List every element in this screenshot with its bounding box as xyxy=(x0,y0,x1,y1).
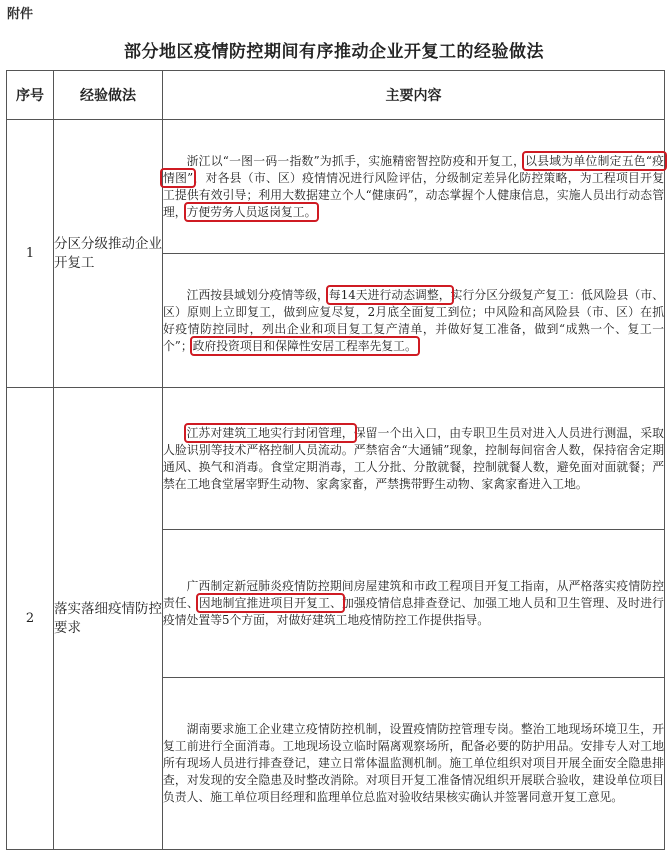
content-cell-jiangxi xyxy=(163,254,665,388)
text-segment: 广西制定新冠肺炎疫情防控期间房屋建筑和市政工程项目开复工指南，从严格落实疫情防控责任、 xyxy=(163,579,664,610)
highlighted-text: 政府投资项目和保障性安居工程率先复工。 xyxy=(192,338,417,353)
experience-table xyxy=(6,70,665,850)
text-segment: 浙江以“一图一码一指数”为抓手，实施精密智控防疫和开复工， xyxy=(186,153,526,168)
highlighted-text: 方便劳务人员返岗复工。 xyxy=(186,204,317,219)
column-header-content: 主要内容 xyxy=(163,71,665,120)
content-text xyxy=(163,425,664,493)
table-header-row xyxy=(7,71,665,120)
highlighted-text: 江苏对建筑工地实行封闭管理， xyxy=(186,425,354,440)
content-text xyxy=(163,721,664,806)
column-header-method: 经验做法 xyxy=(54,71,163,120)
content-cell-jiangsu xyxy=(163,388,665,530)
text-segment: 加强疫情信息排查登记、加强工地人员和卫生管理、及时进行疫情处置等5个方面，对做好建筑工地疫情防控工作提供指导。 xyxy=(163,596,664,627)
text-segment: 江西按县域划分疫情等级， xyxy=(186,287,329,302)
text-segment: 保留一个出入口，由专职卫生员对进入人员进行测温，采取人脸识别等技术严格控制人员流动。严禁宿舍“大通铺”现象，控制每间宿舍人数，保持宿舍定期通风、换气和消毒。食堂定期消毒，工人分批、分散就餐，控制就餐人数，避免面对面就餐；严禁在工地食堂屠宰野生动物、家禽家畜，严禁携带野生动物、家禽家畜进入工地。 xyxy=(163,425,664,491)
text-segment: 湖南要求施工企业建立疫情防控机制，设置疫情防控管理专岗。整治工地现场环境卫生，开复工前进行全面消毒。工地现场设立临时隔离观察场所，配备必要的防护用品。安排专人对工地所有现场人员进行排查登记，建立日常体温监测机制。施工单位组织对项目开展全面安全隐患排查，对发现的安全隐患及时整改消除。对项目开复工准备情况组织开展联合验收，建设单位项目负责人、施工单位项目经理和监理单位总监对验收结果核实确认并签署同意开复工意见。 xyxy=(163,722,664,804)
highlighted-text: 每14天进行动态调整， xyxy=(328,287,451,302)
content-text xyxy=(163,153,664,221)
attachment-label: 附件 xyxy=(7,7,34,22)
content-cell-guangxi xyxy=(163,530,665,678)
page-title: 部分地区疫情防控期间有序推动企业开复工的经验做法 xyxy=(124,42,544,62)
row-number: 1 xyxy=(7,120,54,388)
column-header-number: 序号 xyxy=(7,71,54,120)
highlighted-text: 以县域为单位制定五色“疫情图” xyxy=(163,153,664,185)
content-text xyxy=(163,287,664,355)
row-method: 分区分级推动企业开复工 xyxy=(54,120,163,388)
table-row xyxy=(7,388,665,530)
text-segment: ，对各县（市、区）疫情情况进行风险评估，分级制定差异化防控策略，为工程项目开复工提供有效引导；利用大数据建立个人“健康码”，动态掌握个人健康信息，实施人员出行动态管理， xyxy=(163,170,664,219)
text-segment: 实行分区分级复产复工：低风险县（市、区）原则上立即复工，做到应复尽复，2月底全面复工到位；中风险和高风险县（市、区）在抓好疫情防控同时，列出企业和项目复工复产清单，并做好复工准备，做到“成熟一个、复工一个”； xyxy=(163,287,664,353)
row-number: 2 xyxy=(7,388,54,850)
content-cell-hunan xyxy=(163,678,665,850)
content-cell-zhejiang xyxy=(163,120,665,254)
table-row xyxy=(7,120,665,254)
highlighted-text: 因地制宜推进项目开复工、 xyxy=(198,596,342,610)
row-method: 落实落细疫情防控要求 xyxy=(54,388,163,850)
content-text xyxy=(163,578,664,629)
